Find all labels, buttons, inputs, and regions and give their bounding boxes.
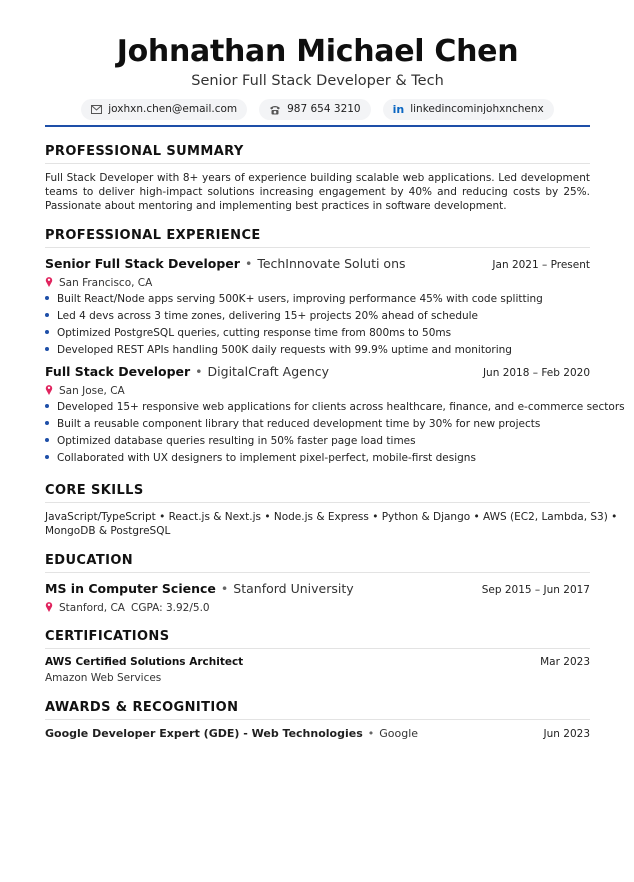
- skills-line: MongoDB & PostgreSQL: [45, 525, 171, 537]
- education-heading: EDUCATION: [45, 553, 134, 568]
- section-divider: [45, 572, 590, 573]
- section-divider: [45, 648, 590, 649]
- certifications-heading: CERTIFICATIONS: [45, 629, 170, 644]
- separator: •: [195, 364, 203, 379]
- certification-name: AWS Certified Solutions Architect: [45, 656, 244, 668]
- location-pin-icon: [45, 384, 53, 398]
- job-role: Full Stack Developer: [45, 364, 191, 379]
- education-dates: Sep 2015 – Jun 2017: [481, 584, 590, 596]
- job-bullet: Developed REST APIs handling 500K daily requests with 99.9% uptime and monitoring: [45, 343, 590, 357]
- mail-icon: [91, 105, 102, 114]
- section-divider: [45, 719, 590, 720]
- separator: •: [244, 256, 253, 271]
- degree: MS in Computer Science: [45, 581, 216, 596]
- job-company: DigitalCraft Agency: [207, 364, 330, 379]
- job-bullet: Optimized PostgreSQL queries, cutting response time from 800ms to 50ms: [45, 326, 590, 340]
- education-header: [45, 581, 590, 599]
- location-pin-icon: [45, 276, 53, 290]
- header-divider: [45, 125, 590, 127]
- skills-heading: CORE SKILLS: [45, 483, 144, 498]
- job-bullet: Built React/Node apps serving 500K+ users, improving performance 45% with code splitting: [45, 292, 590, 306]
- job-dates: Jan 2021 – Present: [492, 259, 590, 271]
- job-bullet: Collaborated with UX designers to implement pixel-perfect, mobile-first designs: [45, 451, 590, 465]
- candidate-title: Senior Full Stack Developer & Tech: [191, 73, 444, 89]
- email-text: joxhxn.chen@email.com: [108, 103, 238, 115]
- contact-bar: [45, 99, 590, 121]
- job-bullet: Built a reusable component library that reduced development time by 30% for new projects: [45, 417, 590, 431]
- job-company: TechInnovate Soluti ons: [257, 256, 406, 271]
- education-location: Stanford, CA CGPA: 3.92/5.0: [45, 601, 210, 615]
- linkedin-chip[interactable]: [383, 99, 554, 120]
- section-divider: [45, 502, 590, 503]
- phone-text: 987 654 3210: [287, 103, 361, 115]
- award-org: Google: [379, 727, 419, 740]
- award-name: Google Developer Expert (GDE) - Web Technologies: [45, 727, 363, 740]
- school: Stanford University: [233, 581, 354, 596]
- experience-heading: PROFESSIONAL EXPERIENCE: [45, 228, 261, 243]
- job-header: [45, 256, 590, 274]
- job-bullet: Led 4 devs across 3 time zones, delivering 15+ projects 20% ahead of schedule: [45, 309, 590, 323]
- job-location: San Francisco, CA: [45, 276, 152, 290]
- summary-heading: PROFESSIONAL SUMMARY: [45, 144, 244, 159]
- phone-icon: [269, 105, 281, 115]
- location-pin-icon: [45, 601, 53, 615]
- gpa: CGPA: 3.92/5.0: [130, 602, 210, 614]
- separator: •: [220, 581, 229, 596]
- email-chip[interactable]: [81, 99, 247, 120]
- candidate-name: Johnathan Michael Chen: [116, 34, 519, 69]
- job-location: San Jose, CA: [45, 384, 125, 398]
- job-header: [45, 364, 590, 382]
- job-dates: Jun 2018 – Feb 2020: [482, 367, 590, 379]
- summary-text: Full Stack Developer with 8+ years of experience building scalable web applications. Led development teams to deliver high-impact solutions increasing engagement by 40% and reducing costs by 25%. Passionate about mentoring and implementing best practices in software development.: [45, 172, 590, 212]
- section-divider: [45, 247, 590, 248]
- phone-chip[interactable]: [259, 99, 370, 120]
- linkedin-icon: in: [392, 103, 405, 116]
- job-role: Senior Full Stack Developer: [45, 256, 240, 271]
- certification-issuer: Amazon Web Services: [45, 672, 162, 684]
- award-date: Jun 2023: [543, 728, 590, 740]
- job-bullet: Developed 15+ responsive web applications for clients across healthcare, finance, and e-commerce sectors: [45, 400, 590, 414]
- job-bullet: Optimized database queries resulting in 50% faster page load times: [45, 434, 590, 448]
- linkedin-text: linkedincominjohxnchenx: [410, 103, 544, 115]
- certification-date: Mar 2023: [540, 656, 590, 668]
- award-row: [45, 727, 590, 745]
- separator: •: [367, 727, 375, 740]
- awards-heading: AWARDS & RECOGNITION: [45, 700, 239, 715]
- skills-line: JavaScript/TypeScript • React.js & Next.js • Node.js & Express • Python & Django • AWS (EC2, Lambda, S3) •: [45, 511, 618, 523]
- section-divider: [45, 163, 590, 164]
